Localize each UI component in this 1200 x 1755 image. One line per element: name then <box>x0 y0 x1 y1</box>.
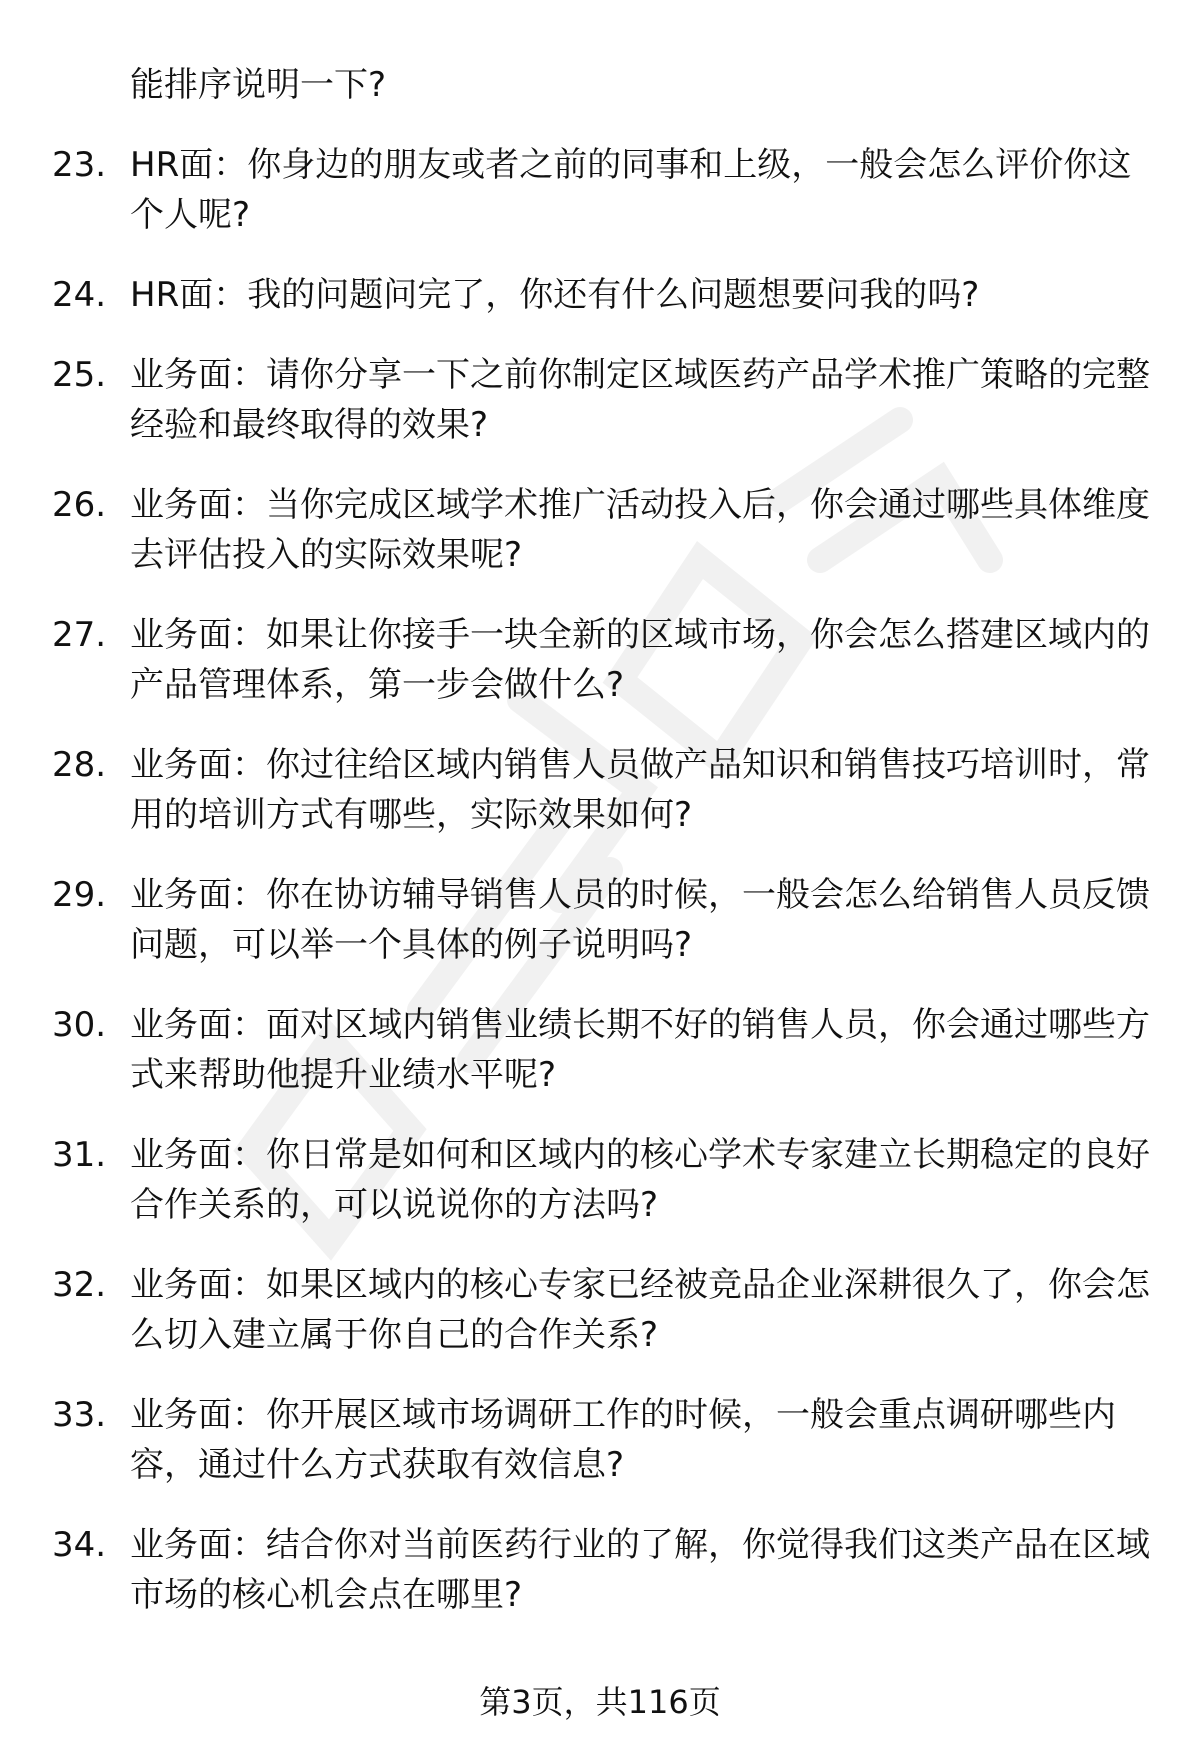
question-item <box>0 480 1200 580</box>
question-item <box>0 1130 1200 1230</box>
question-number: 26. <box>52 485 107 525</box>
question-text: 业务面：请你分享一下之前你制定区域医药产品学术推广策略的完整经验和最终取得的效果? <box>130 355 1150 445</box>
question-text: 业务面：如果让你接手一块全新的区域市场，你会怎么搭建区域内的产品管理体系，第一步会做什么? <box>130 615 1150 705</box>
question-number: 34. <box>52 1525 107 1565</box>
question-item <box>0 270 1200 320</box>
question-item <box>0 1390 1200 1490</box>
page-footer: 第3页，共116页 <box>479 1683 721 1721</box>
continuation-text: 能排序说明一下? <box>130 65 387 105</box>
question-item <box>0 870 1200 970</box>
question-number: 30. <box>52 1005 107 1045</box>
question-item <box>0 1000 1200 1100</box>
question-text: 业务面：你过往给区域内销售人员做产品知识和销售技巧培训时，常用的培训方式有哪些，实际效果如何? <box>130 745 1150 835</box>
question-text: 业务面：你日常是如何和区域内的核心学术专家建立长期稳定的良好合作关系的，可以说说你的方法吗? <box>130 1135 1150 1225</box>
question-text: 业务面：结合你对当前医药行业的了解，你觉得我们这类产品在区域市场的核心机会点在哪里? <box>130 1525 1150 1615</box>
question-list <box>0 140 1200 1650</box>
question-text: 业务面：你在协访辅导销售人员的时候，一般会怎么给销售人员反馈问题，可以举一个具体的例子说明吗? <box>130 875 1150 965</box>
question-text: 业务面：你开展区域市场调研工作的时候，一般会重点调研哪些内容，通过什么方式获取有效信息? <box>130 1395 1116 1485</box>
question-text: 业务面：如果区域内的核心专家已经被竞品企业深耕很久了，你会怎么切入建立属于你自己的合作关系? <box>130 1265 1150 1355</box>
question-item <box>0 740 1200 840</box>
question-item <box>0 140 1200 240</box>
question-text: HR面：你身边的朋友或者之前的同事和上级，一般会怎么评价你这个人呢? <box>130 145 1132 235</box>
question-number: 25. <box>52 355 107 395</box>
question-number: 27. <box>52 615 107 655</box>
question-item <box>0 1520 1200 1620</box>
question-item <box>0 610 1200 710</box>
question-number: 33. <box>52 1395 107 1435</box>
question-text: 业务面：面对区域内销售业绩长期不好的销售人员，你会通过哪些方式来帮助他提升业绩水平呢? <box>130 1005 1150 1095</box>
question-text: 业务面：当你完成区域学术推广活动投入后，你会通过哪些具体维度去评估投入的实际效果呢? <box>130 485 1150 575</box>
question-number: 24. <box>52 275 107 315</box>
question-number: 28. <box>52 745 107 785</box>
question-item <box>0 350 1200 450</box>
question-item <box>0 1260 1200 1360</box>
question-number: 31. <box>52 1135 107 1175</box>
question-number: 32. <box>52 1265 107 1305</box>
question-number: 23. <box>52 145 107 185</box>
question-number: 29. <box>52 875 107 915</box>
question-text: HR面：我的问题问完了，你还有什么问题想要问我的吗? <box>130 275 980 315</box>
